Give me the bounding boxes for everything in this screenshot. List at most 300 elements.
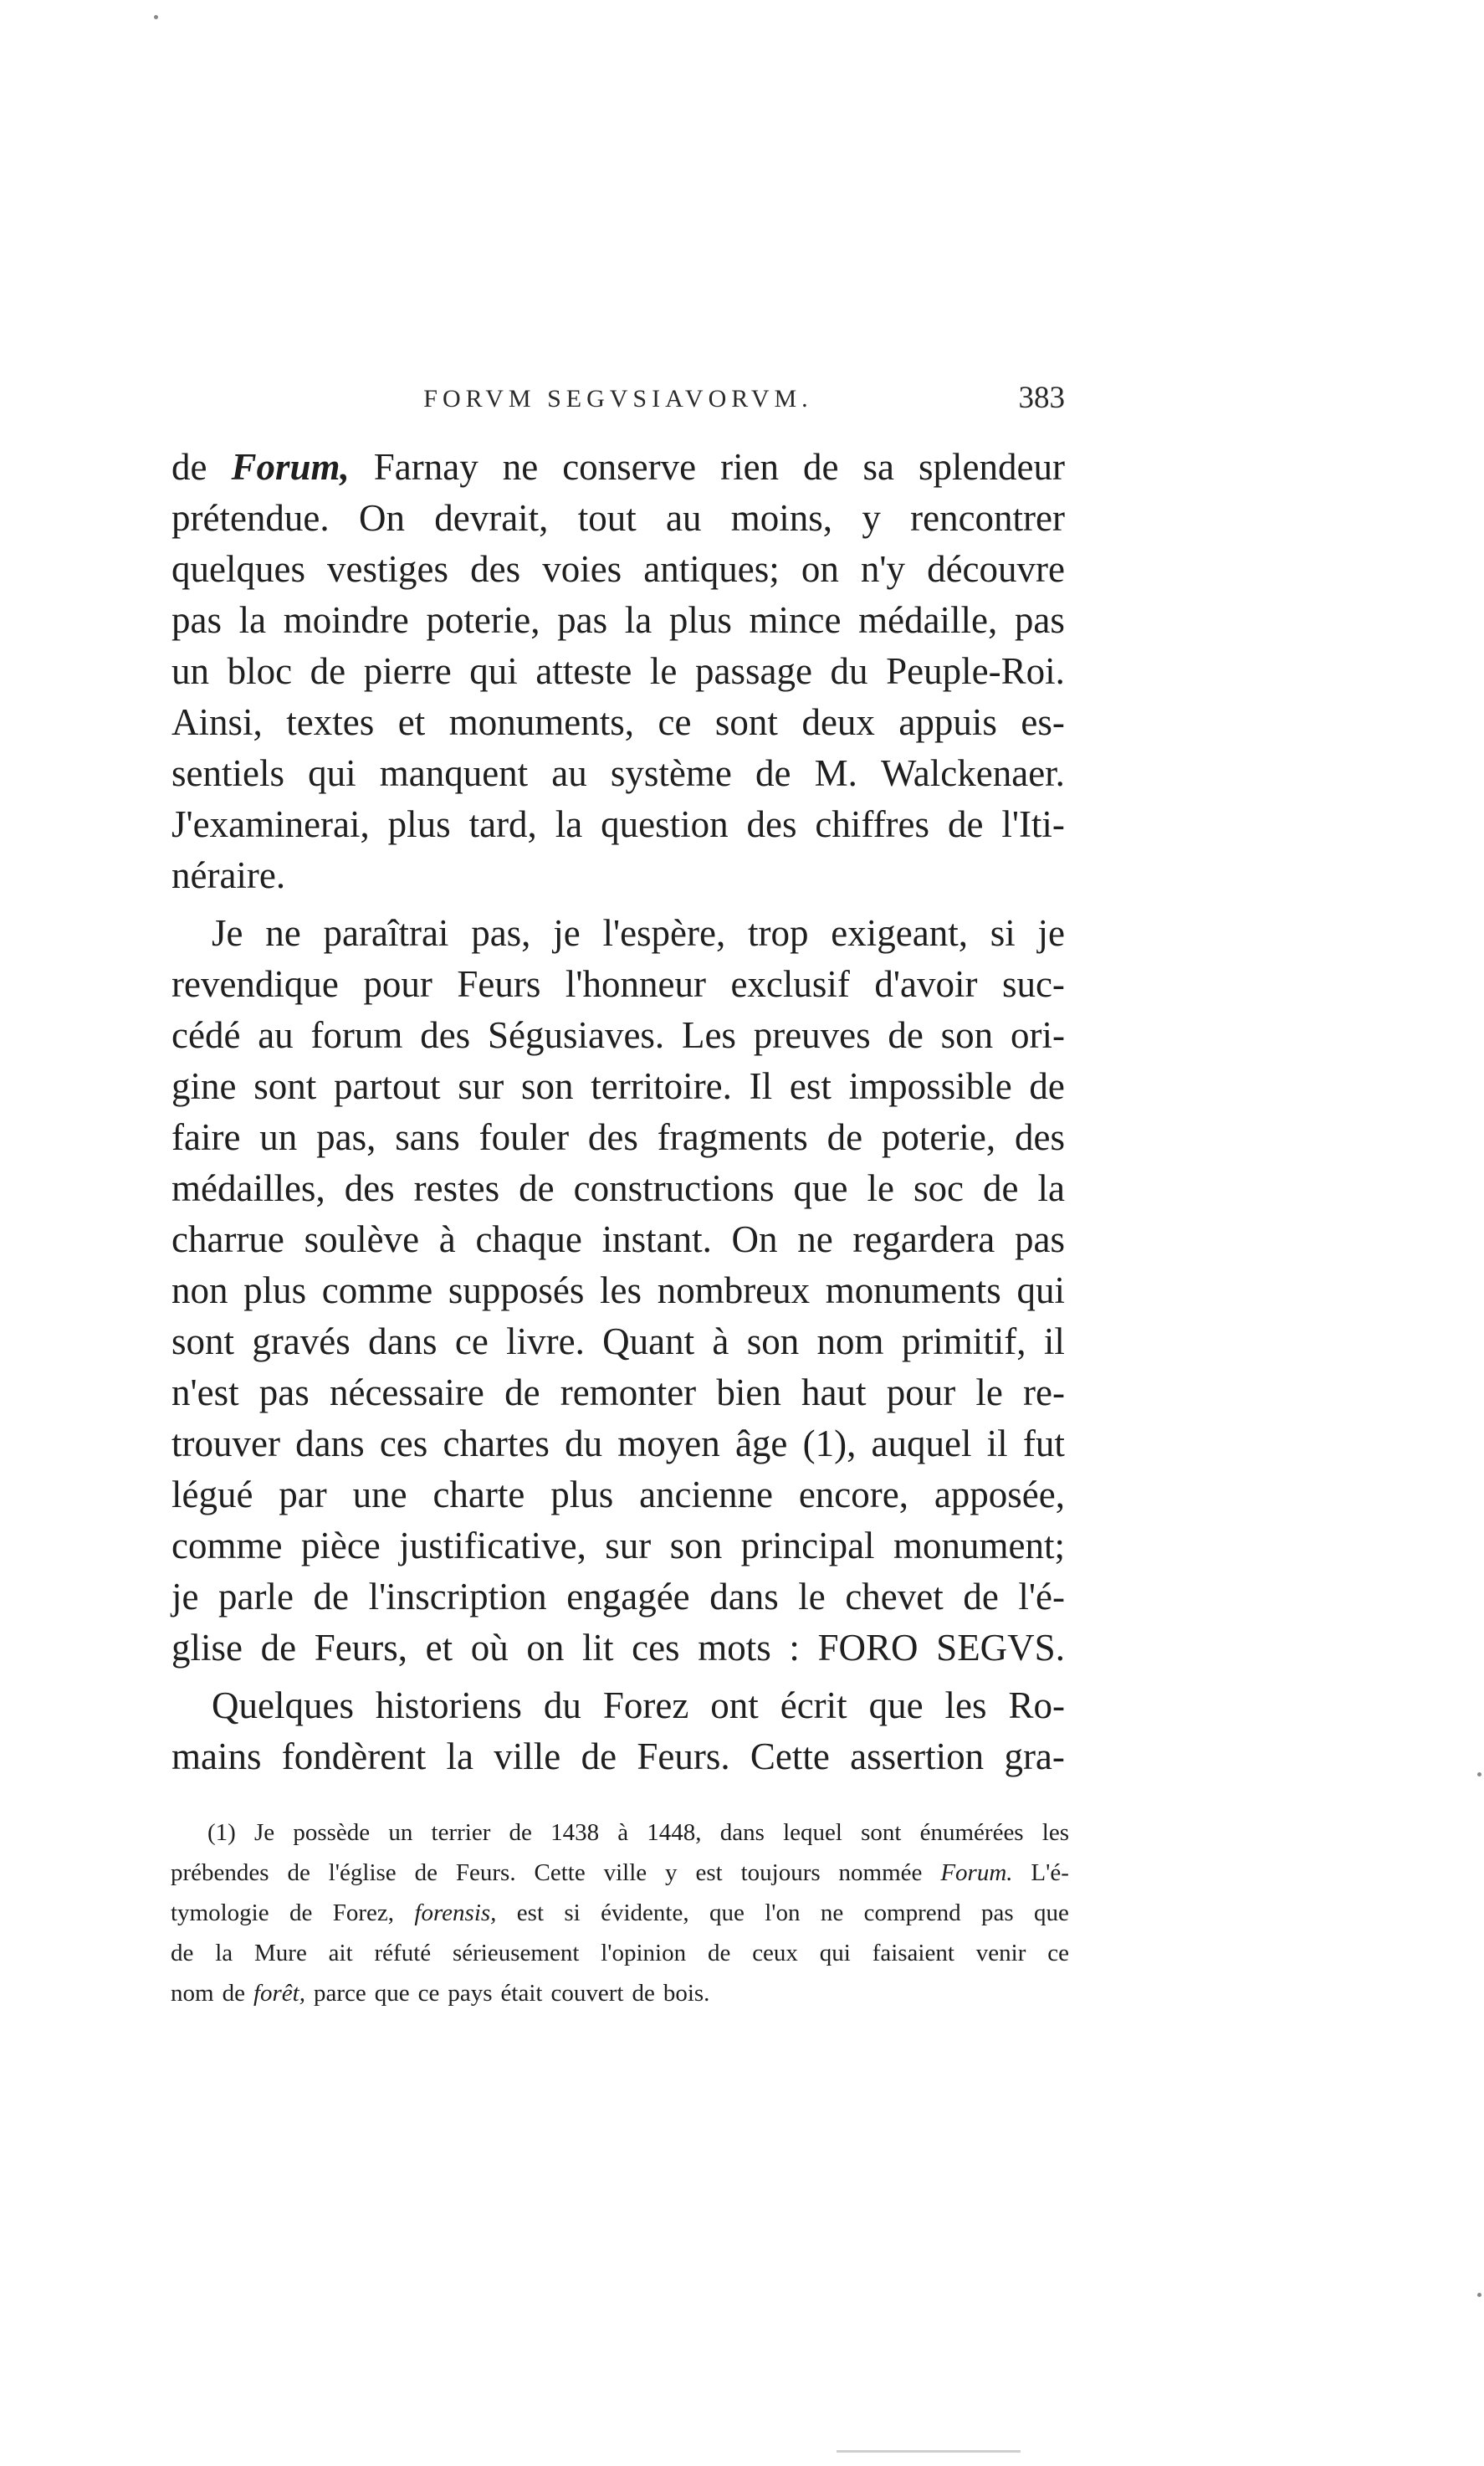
word: ne bbox=[502, 446, 539, 488]
word: fondèrent bbox=[281, 1735, 427, 1777]
text-line bbox=[171, 748, 1065, 799]
word: Walckenaer. bbox=[880, 752, 1065, 794]
word: système bbox=[610, 752, 732, 794]
footnote-word: l'église bbox=[328, 1859, 397, 1886]
word: glise bbox=[171, 1627, 243, 1669]
footnote-word: lequel bbox=[783, 1819, 842, 1846]
word: ne bbox=[265, 912, 301, 954]
word: soulève bbox=[304, 1218, 420, 1260]
footnote-word: est bbox=[516, 1899, 545, 1926]
word: de bbox=[947, 803, 984, 845]
footnote-word: de bbox=[287, 1859, 310, 1886]
paragraph-gap bbox=[171, 901, 1065, 908]
word: néraire. bbox=[171, 854, 286, 896]
word: au bbox=[258, 1014, 294, 1056]
word: la bbox=[238, 599, 267, 641]
word: son bbox=[669, 1525, 723, 1566]
footnote-word: ceux bbox=[752, 1940, 798, 1966]
word: n'est bbox=[171, 1371, 239, 1413]
word: On bbox=[731, 1218, 778, 1260]
word: principal bbox=[740, 1525, 875, 1566]
word: moins, bbox=[730, 497, 833, 539]
word: moindre bbox=[283, 599, 409, 641]
footnote-word: L'é- bbox=[1031, 1859, 1069, 1886]
word: écrit bbox=[780, 1684, 847, 1726]
word: qui bbox=[469, 650, 518, 692]
word: trop bbox=[748, 912, 809, 954]
word: le bbox=[867, 1167, 894, 1209]
word: le bbox=[798, 1576, 826, 1618]
word: engagée bbox=[566, 1576, 690, 1618]
word: exigeant, bbox=[831, 912, 968, 954]
footnote-word: évidente, bbox=[601, 1899, 689, 1926]
word: de bbox=[519, 1167, 555, 1209]
word: il bbox=[986, 1423, 1008, 1464]
word: la bbox=[446, 1735, 473, 1777]
word: fragments bbox=[657, 1116, 808, 1158]
word: de bbox=[1029, 1065, 1065, 1107]
word: fouler bbox=[478, 1116, 570, 1158]
footnote-word: pas bbox=[980, 1899, 1014, 1926]
word: encore, bbox=[798, 1474, 908, 1515]
word: plus bbox=[387, 803, 451, 845]
word: je bbox=[171, 1576, 199, 1618]
paragraph-gap bbox=[171, 1674, 1065, 1680]
word: de bbox=[581, 1735, 617, 1777]
word: un bbox=[171, 650, 209, 692]
word: comme bbox=[321, 1269, 433, 1311]
word: et bbox=[397, 701, 426, 743]
word: constructions bbox=[573, 1167, 775, 1209]
word: Farnay bbox=[373, 446, 478, 488]
word: ori- bbox=[1010, 1014, 1065, 1056]
footnote-word: sérieusement bbox=[452, 1940, 580, 1966]
word: les bbox=[944, 1684, 987, 1726]
word: prétendue. bbox=[171, 497, 330, 539]
word: qui bbox=[308, 752, 356, 794]
word: que bbox=[868, 1684, 924, 1726]
word: lit bbox=[581, 1627, 614, 1669]
word: splendeur bbox=[919, 446, 1065, 488]
word: instant. bbox=[601, 1218, 712, 1260]
footnote-word: tymologie bbox=[171, 1899, 269, 1926]
footnote-word: toujours bbox=[740, 1859, 821, 1886]
word: trouver bbox=[171, 1423, 280, 1464]
word: chartes bbox=[443, 1423, 550, 1464]
footnote-word: forêt, bbox=[253, 1980, 305, 2007]
text-line bbox=[171, 1010, 1065, 1061]
word: des bbox=[470, 548, 521, 590]
word: Les bbox=[681, 1014, 736, 1056]
footnote-line bbox=[207, 1812, 1069, 1853]
footnote-word: faisaient bbox=[872, 1940, 954, 1966]
word: la bbox=[555, 803, 583, 845]
word: l'Iti- bbox=[1001, 803, 1065, 845]
word: de bbox=[260, 1627, 297, 1669]
text-line bbox=[171, 1469, 1065, 1520]
word: ancienne bbox=[639, 1474, 773, 1515]
word: l'inscription bbox=[368, 1576, 547, 1618]
word: à bbox=[438, 1218, 456, 1260]
word: devrait, bbox=[434, 497, 549, 539]
word: pas bbox=[1014, 1218, 1065, 1260]
word: de bbox=[755, 752, 791, 794]
word: le bbox=[975, 1371, 1003, 1413]
word: y bbox=[862, 497, 881, 539]
word: haut bbox=[801, 1371, 867, 1413]
word: preuves bbox=[753, 1014, 871, 1056]
paper-speck bbox=[154, 15, 158, 19]
word: Feurs bbox=[457, 963, 541, 1005]
word: par bbox=[279, 1474, 327, 1515]
footnote-word: y bbox=[665, 1859, 678, 1886]
word: où bbox=[470, 1627, 509, 1669]
word: fut bbox=[1022, 1423, 1065, 1464]
paper-speck bbox=[1477, 2293, 1481, 2297]
word: si bbox=[990, 912, 1016, 954]
paper-speck bbox=[1477, 1772, 1481, 1776]
word: ces bbox=[379, 1423, 428, 1464]
word: on bbox=[801, 548, 839, 590]
text-line bbox=[171, 1680, 1065, 1731]
word: paraîtrai bbox=[323, 912, 449, 954]
word: ce bbox=[454, 1320, 489, 1362]
word: Ségusiaves. bbox=[487, 1014, 665, 1056]
footnote-word: énumérées bbox=[919, 1819, 1024, 1846]
footnote-word: nom bbox=[171, 1980, 214, 2007]
footnote-word: si bbox=[564, 1899, 581, 1926]
word: l'honneur bbox=[565, 963, 706, 1005]
word: forum bbox=[310, 1014, 403, 1056]
word: son bbox=[940, 1014, 994, 1056]
text-line bbox=[171, 1571, 1065, 1623]
text-line bbox=[171, 1520, 1065, 1571]
footnote-word: que bbox=[374, 1980, 410, 2007]
word: regardera bbox=[852, 1218, 995, 1260]
text-line bbox=[171, 1265, 1065, 1316]
word: Il bbox=[749, 1065, 773, 1107]
word: chevet bbox=[845, 1576, 944, 1618]
word: quelques bbox=[171, 548, 305, 590]
footnote-word: la bbox=[215, 1940, 233, 1966]
text-line bbox=[171, 1367, 1065, 1418]
footnote-word: parce bbox=[313, 1980, 366, 2007]
word: Feurs, bbox=[314, 1627, 407, 1669]
page-number: 383 bbox=[1018, 381, 1065, 415]
word: sur bbox=[605, 1525, 652, 1566]
word: charrue bbox=[171, 1218, 284, 1260]
footnote-word: Mure bbox=[254, 1940, 307, 1966]
word: chaque bbox=[475, 1218, 582, 1260]
word: qui bbox=[1016, 1269, 1065, 1311]
text-line bbox=[171, 850, 1065, 901]
word: textes bbox=[286, 701, 375, 743]
word: On bbox=[358, 497, 405, 539]
word: de bbox=[982, 1167, 1019, 1209]
word: des bbox=[1014, 1116, 1065, 1158]
word: gine bbox=[171, 1065, 237, 1107]
word: pièce bbox=[300, 1525, 381, 1566]
footnote-line bbox=[171, 1933, 1069, 1973]
word: primitif, bbox=[901, 1320, 1026, 1362]
word: découvre bbox=[927, 548, 1065, 590]
footnote-word: sont bbox=[861, 1819, 902, 1846]
word: sont bbox=[171, 1320, 235, 1362]
footnote-line bbox=[171, 1973, 1069, 2013]
text-line bbox=[171, 1623, 1065, 1674]
footnote-word: ait bbox=[328, 1940, 353, 1966]
footnote-word: Cette bbox=[534, 1859, 586, 1886]
word: tout bbox=[577, 497, 637, 539]
word: poterie, bbox=[881, 1116, 996, 1158]
word: SEGVS. bbox=[936, 1627, 1065, 1669]
word: l'espère, bbox=[602, 912, 726, 954]
word: pas bbox=[171, 599, 222, 641]
word: mince bbox=[749, 599, 842, 641]
word: du bbox=[830, 650, 868, 692]
footnote-word: que bbox=[709, 1899, 745, 1926]
word: sur bbox=[458, 1065, 504, 1107]
word: parle bbox=[218, 1576, 294, 1618]
word: : bbox=[789, 1627, 800, 1669]
word: monuments, bbox=[448, 701, 634, 743]
word: pierre bbox=[363, 650, 452, 692]
footnote-word: que bbox=[1034, 1899, 1069, 1926]
footnote-word: ville bbox=[603, 1859, 647, 1886]
word: dans bbox=[295, 1423, 365, 1464]
word: la bbox=[624, 599, 652, 641]
word: un bbox=[259, 1116, 298, 1158]
footnote-word: forensis, bbox=[414, 1899, 497, 1926]
word: pas bbox=[557, 599, 608, 641]
footnote-word: est bbox=[695, 1859, 723, 1886]
word: conserve bbox=[562, 446, 697, 488]
word: on bbox=[526, 1627, 565, 1669]
word: que bbox=[793, 1167, 848, 1209]
footnote-word: Je bbox=[254, 1819, 275, 1846]
footnote-word: de bbox=[289, 1899, 313, 1926]
word: Forez bbox=[602, 1684, 689, 1726]
word: pas bbox=[258, 1371, 310, 1413]
word: le bbox=[649, 650, 678, 692]
word: livre. bbox=[506, 1320, 585, 1362]
word: voies bbox=[542, 548, 622, 590]
word: des bbox=[746, 803, 797, 845]
word: nécessaire bbox=[329, 1371, 484, 1413]
word: la bbox=[1037, 1167, 1065, 1209]
footnote-word: de bbox=[509, 1819, 532, 1846]
word: au bbox=[551, 752, 587, 794]
word: âge bbox=[734, 1423, 788, 1464]
word: appuis bbox=[898, 701, 997, 743]
word: pas bbox=[1014, 599, 1065, 641]
running-head bbox=[171, 381, 1065, 427]
word: pas, bbox=[471, 912, 531, 954]
word: monuments bbox=[825, 1269, 1001, 1311]
word: Quelques bbox=[212, 1684, 354, 1726]
footnote-word: 1438 bbox=[550, 1819, 600, 1846]
word: bien bbox=[716, 1371, 781, 1413]
word: des bbox=[420, 1014, 471, 1056]
text-line bbox=[171, 595, 1065, 646]
word: je bbox=[553, 912, 581, 954]
footnote-word: couvert bbox=[550, 1980, 624, 2007]
word: pour bbox=[886, 1371, 956, 1413]
footnote-word: ne bbox=[820, 1899, 844, 1926]
footnote-word: terrier bbox=[431, 1819, 491, 1846]
word: soc bbox=[913, 1167, 964, 1209]
word: ville bbox=[494, 1735, 561, 1777]
word: vestiges bbox=[327, 548, 449, 590]
word: partout bbox=[334, 1065, 441, 1107]
text-line bbox=[171, 1214, 1065, 1265]
word: de bbox=[963, 1576, 999, 1618]
word: moyen bbox=[617, 1423, 720, 1464]
word: restes bbox=[413, 1167, 500, 1209]
word: et bbox=[425, 1627, 453, 1669]
footnote-line bbox=[171, 1893, 1069, 1933]
word: rien bbox=[720, 446, 780, 488]
word: du bbox=[543, 1684, 581, 1726]
word: historiens bbox=[375, 1684, 522, 1726]
footnote-word: réfuté bbox=[374, 1940, 432, 1966]
word: nom bbox=[816, 1320, 884, 1362]
footnote-word: qui bbox=[819, 1940, 851, 1966]
footnote-word: à bbox=[617, 1819, 629, 1846]
footnote-word: (1) bbox=[207, 1819, 236, 1846]
text-line bbox=[171, 1731, 1065, 1782]
footnote-word: Forez, bbox=[332, 1899, 395, 1926]
footnote-word: de bbox=[171, 1940, 194, 1966]
word: chiffres bbox=[815, 803, 930, 845]
word: médaille, bbox=[858, 599, 998, 641]
word: sans bbox=[395, 1116, 460, 1158]
footnote bbox=[171, 1812, 1069, 2013]
word: de bbox=[888, 1014, 924, 1056]
word: de bbox=[803, 446, 839, 488]
word: comme bbox=[171, 1525, 283, 1566]
word: territoire. bbox=[591, 1065, 732, 1107]
word: tard, bbox=[468, 803, 537, 845]
text-line bbox=[171, 1061, 1065, 1112]
word: l'é- bbox=[1018, 1576, 1065, 1618]
word: mots bbox=[698, 1627, 771, 1669]
word: pour bbox=[363, 963, 432, 1005]
footnote-line bbox=[171, 1853, 1069, 1893]
word: son bbox=[520, 1065, 574, 1107]
footnote-word: possède bbox=[293, 1819, 371, 1846]
word: sont bbox=[714, 701, 778, 743]
word: n'y bbox=[860, 548, 905, 590]
word: atteste bbox=[535, 650, 632, 692]
footnote-word: Forum. bbox=[940, 1859, 1013, 1886]
text-line bbox=[171, 799, 1065, 850]
footnote-word: ce bbox=[1047, 1940, 1069, 1966]
footnote-word: bois. bbox=[663, 1980, 710, 2007]
word: ont bbox=[710, 1684, 759, 1726]
text-line bbox=[171, 1163, 1065, 1214]
text-line bbox=[171, 544, 1065, 595]
footnote-word: comprend bbox=[863, 1899, 961, 1926]
word: mains bbox=[171, 1735, 262, 1777]
text-line bbox=[171, 697, 1065, 748]
word: Je bbox=[212, 912, 243, 954]
text-line bbox=[171, 908, 1065, 959]
word: je bbox=[1037, 912, 1065, 954]
word: dans bbox=[368, 1320, 438, 1362]
word: question bbox=[601, 803, 729, 845]
word: suc- bbox=[1001, 963, 1065, 1005]
word: assertion bbox=[850, 1735, 985, 1777]
word: à bbox=[712, 1320, 729, 1362]
word: revendique bbox=[171, 963, 339, 1005]
text-line bbox=[171, 1316, 1065, 1367]
word: de bbox=[504, 1371, 540, 1413]
word: il bbox=[1043, 1320, 1065, 1362]
word: re- bbox=[1023, 1371, 1065, 1413]
word: nombreux bbox=[657, 1269, 811, 1311]
word: apposée, bbox=[934, 1474, 1065, 1515]
word: manquent bbox=[379, 752, 529, 794]
text-line bbox=[171, 442, 1065, 493]
word: impossible bbox=[848, 1065, 1012, 1107]
word: plus bbox=[668, 599, 732, 641]
word: sa bbox=[862, 446, 895, 488]
word: Feurs. bbox=[637, 1735, 730, 1777]
word: de bbox=[826, 1116, 863, 1158]
footnote-word: venir bbox=[975, 1940, 1026, 1966]
body-text bbox=[171, 442, 1065, 1782]
word: cédé bbox=[171, 1014, 241, 1056]
word: monument; bbox=[893, 1525, 1065, 1566]
word: de bbox=[310, 650, 346, 692]
footnote-word: Feurs. bbox=[455, 1859, 516, 1886]
word: sont bbox=[253, 1065, 317, 1107]
text-line bbox=[171, 959, 1065, 1010]
word: non bbox=[171, 1269, 228, 1311]
word: Cette bbox=[750, 1735, 830, 1777]
word: remonter bbox=[560, 1371, 697, 1413]
word: plus bbox=[550, 1474, 614, 1515]
word: charte bbox=[432, 1474, 525, 1515]
footnote-word: dans bbox=[719, 1819, 765, 1846]
word: de bbox=[313, 1576, 350, 1618]
word: de bbox=[171, 446, 207, 488]
word: son bbox=[746, 1320, 800, 1362]
footnote-word: les bbox=[1041, 1819, 1069, 1846]
word: est bbox=[789, 1065, 832, 1107]
word: poterie, bbox=[426, 599, 540, 641]
word: ce bbox=[658, 701, 692, 743]
word: gra- bbox=[1004, 1735, 1065, 1777]
word: (1), bbox=[802, 1423, 857, 1464]
word: bloc bbox=[227, 650, 293, 692]
text-line bbox=[171, 493, 1065, 544]
word: d'avoir bbox=[874, 963, 978, 1005]
footnote-word: l'on bbox=[765, 1899, 801, 1926]
text-line bbox=[171, 1418, 1065, 1469]
footnote-word: de bbox=[414, 1859, 438, 1886]
word: sentiels bbox=[171, 752, 284, 794]
word: ne bbox=[797, 1218, 833, 1260]
word: des bbox=[587, 1116, 638, 1158]
running-title: FORVM SEGVSIAVORVM. bbox=[423, 385, 813, 413]
word: auquel bbox=[871, 1423, 972, 1464]
word: gravés bbox=[252, 1320, 351, 1362]
word: M. bbox=[814, 752, 857, 794]
footnote-word: ce bbox=[417, 1980, 440, 2007]
word: pas, bbox=[316, 1116, 376, 1158]
